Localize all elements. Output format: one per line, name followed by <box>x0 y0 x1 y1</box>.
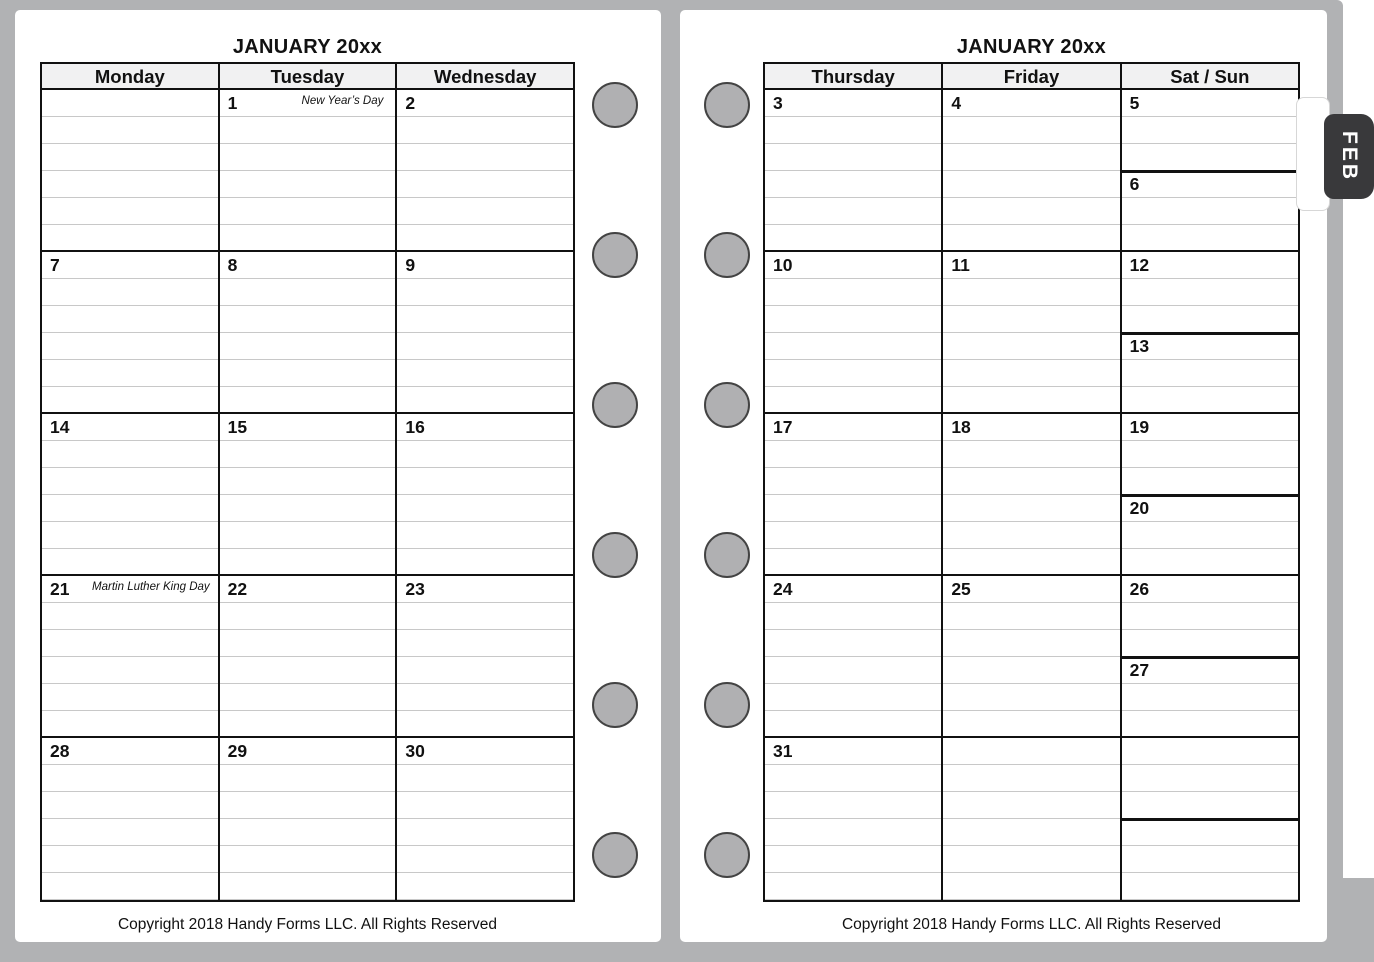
day-cell <box>397 738 573 900</box>
binder-hole <box>592 82 638 128</box>
binder-hole <box>704 232 750 278</box>
day-cell <box>397 576 573 736</box>
date-number: 7 <box>50 255 60 275</box>
date-number: 2 <box>405 93 416 113</box>
day-cell <box>220 252 398 412</box>
day-cell <box>220 90 398 250</box>
day-cell <box>220 414 398 574</box>
binder-hole <box>704 82 750 128</box>
weekday-header-row <box>765 64 1298 90</box>
right-page <box>680 10 1327 942</box>
day-cell <box>397 90 573 250</box>
date-number: 16 <box>405 417 425 437</box>
day-cell <box>397 252 573 412</box>
sat-sun-divider <box>1122 656 1298 659</box>
binder-hole <box>704 682 750 728</box>
date-number: 19 <box>1129 417 1150 437</box>
day-cell <box>765 252 943 412</box>
copyright-text: Copyright 2018 Handy Forms LLC. All Rights Reserved <box>117 916 498 933</box>
holiday-note: New Year’s Day <box>301 95 384 107</box>
column-header-wednesday: Wednesday <box>433 66 537 87</box>
date-number: 4 <box>951 93 962 113</box>
binder-hole <box>592 532 638 578</box>
day-cell <box>220 576 398 736</box>
date-number: 28 <box>50 741 70 761</box>
column-header-tuesday: Tuesday <box>220 64 398 88</box>
sat-sun-cell <box>1122 90 1298 250</box>
week-row-3 <box>42 414 573 576</box>
sat-sun-divider <box>1122 332 1298 335</box>
binder-hole <box>592 682 638 728</box>
weekday-header-row <box>42 64 573 90</box>
date-number: 10 <box>773 255 793 275</box>
date-number: 8 <box>227 255 238 275</box>
left-page-title: JANUARY 20xx <box>232 36 383 58</box>
day-cell <box>943 90 1121 250</box>
day-cell <box>943 738 1121 900</box>
sat-sun-cell <box>1122 252 1298 412</box>
binder-hole <box>704 532 750 578</box>
day-cell <box>42 576 220 736</box>
sat-sun-cell <box>1122 414 1298 574</box>
week-row-5 <box>765 738 1298 900</box>
day-cell <box>220 738 398 900</box>
day-cell <box>943 252 1121 412</box>
right-calendar-grid <box>763 62 1300 902</box>
day-cell <box>765 414 943 574</box>
week-row-1 <box>42 90 573 252</box>
date-number: 13 <box>1129 336 1150 356</box>
column-header-satsun: Sat / Sun <box>1170 66 1250 87</box>
feb-month-tab[interactable]: FEB <box>1324 114 1374 199</box>
date-number: 23 <box>405 579 425 599</box>
column-header-monday: Monday <box>42 64 220 88</box>
date-number: 6 <box>1129 174 1140 194</box>
date-number: 20 <box>1129 498 1150 518</box>
copyright-text: Copyright 2018 Handy Forms LLC. All Rights Reserved <box>841 916 1222 933</box>
date-number: 5 <box>1129 93 1140 113</box>
day-cell <box>42 414 220 574</box>
holiday-note: Martin Luther King Day <box>92 581 210 593</box>
date-number: 30 <box>405 741 425 761</box>
date-number: 27 <box>1129 660 1150 680</box>
binder-hole <box>704 832 750 878</box>
date-number: 29 <box>227 741 248 761</box>
date-number: 12 <box>1129 255 1150 275</box>
week-row-4 <box>765 576 1298 738</box>
week-row-1 <box>765 90 1298 252</box>
date-number: 18 <box>951 417 971 437</box>
sat-sun-cell <box>1122 738 1298 900</box>
day-cell <box>42 90 220 250</box>
column-header-thursday: Thursday <box>765 64 943 88</box>
column-header-friday: Friday <box>943 64 1121 88</box>
week-row-5 <box>42 738 573 900</box>
binder-hole <box>592 382 638 428</box>
binder-hole <box>592 832 638 878</box>
day-cell <box>42 738 220 900</box>
day-cell <box>397 414 573 574</box>
date-number: 26 <box>1129 579 1150 599</box>
day-cell <box>943 414 1121 574</box>
date-number: 9 <box>405 255 416 275</box>
photo-background-corner <box>1327 878 1374 962</box>
date-number: 14 <box>50 417 70 437</box>
date-number: 1 <box>227 93 238 113</box>
date-number: 3 <box>773 93 783 113</box>
week-row-3 <box>765 414 1298 576</box>
day-cell <box>42 252 220 412</box>
date-number: 22 <box>227 579 248 599</box>
week-row-2 <box>765 252 1298 414</box>
date-number: 24 <box>773 579 793 599</box>
right-page-title: JANUARY 20xx <box>956 36 1107 58</box>
week-row-4 <box>42 576 573 738</box>
sat-sun-divider <box>1122 818 1298 821</box>
day-cell <box>765 576 943 736</box>
day-cell <box>765 90 943 250</box>
left-calendar-grid <box>40 62 575 902</box>
date-number: 25 <box>951 579 971 599</box>
date-number: 17 <box>773 417 793 437</box>
sat-sun-cell <box>1122 576 1298 736</box>
sat-sun-divider <box>1122 170 1298 173</box>
binder-hole <box>592 232 638 278</box>
binder-hole <box>704 382 750 428</box>
week-row-2 <box>42 252 573 414</box>
day-cell <box>943 576 1121 736</box>
sat-sun-divider <box>1122 494 1298 497</box>
date-number: 21 <box>50 579 70 599</box>
date-number: 15 <box>227 417 248 437</box>
day-cell <box>765 738 943 900</box>
left-page <box>15 10 661 942</box>
date-number: 31 <box>773 741 793 761</box>
date-number: 11 <box>951 255 970 275</box>
